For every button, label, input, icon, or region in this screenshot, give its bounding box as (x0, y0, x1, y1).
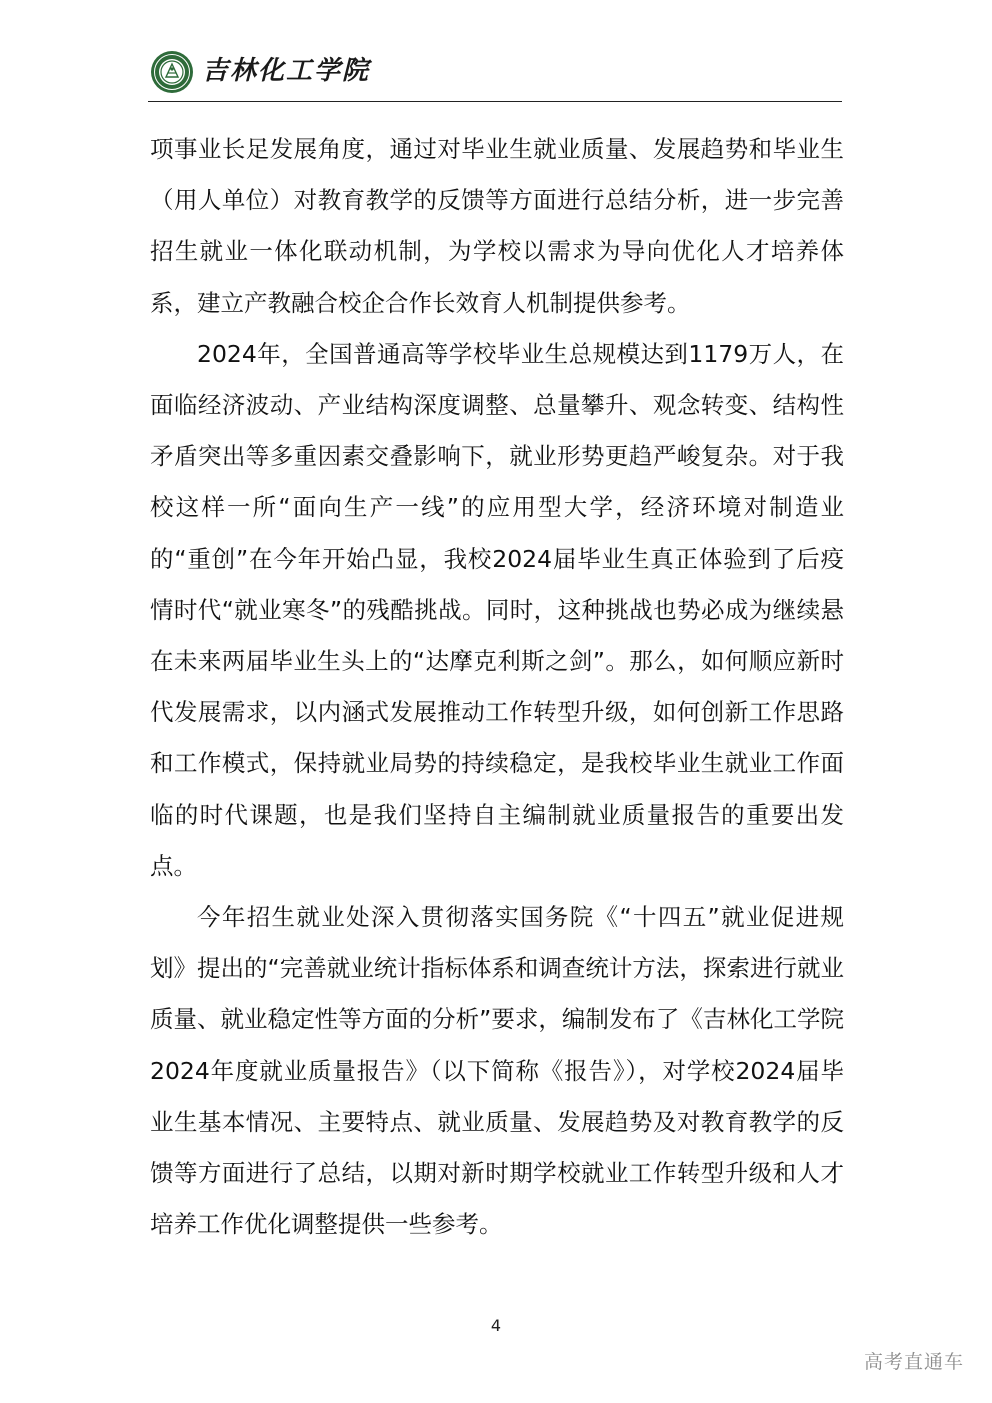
paragraph-3: 今年招生就业处深入贯彻落实国务院《“十四五”就业促进规划》提出的“完善就业统计指标体系和调查统计方法，探索进行就业质量、就业稳定性等方面的分析”要求，编制发布了《吉林化工学院2024年度就业质量报告》（以下简称《报告》），对学校2024届毕业生基本情况、主要特点、就业质量、发展趋势及对教育教学的反馈等方面进行了总结，以期对新时期学校就业工作转型升级和人才培养工作优化调整提供一些参考。 (150, 903, 844, 1239)
watermark: 高考直通车 (863, 1351, 964, 1373)
school-seal-icon (150, 50, 194, 94)
page-header (148, 46, 842, 102)
school-name-logo: 吉林化工学院 (202, 56, 371, 86)
page-number: 4 (490, 1316, 502, 1335)
document-body (150, 124, 844, 1250)
paragraph-2: 2024年，全国普通高等学校毕业生总规模达到1179万人，在面临经济波动、产业结构深度调整、总量攀升、观念转变、结构性矛盾突出等多重因素交叠影响下，就业形势更趋严峻复杂。对于我校这样一所“面向生产一线”的应用型大学，经济环境对制造业的“重创”在今年开始凸显，我校2024届毕业生真正体验到了后疫情时代“就业寒冬”的残酷挑战。同时，这种挑战也势必成为继续悬在未来两届毕业生头上的“达摩克利斯之剑”。那么，如何顺应新时代发展需求，以内涵式发展推动工作转型升级，如何创新工作思路和工作模式，保持就业局势的持续稳定，是我校毕业生就业工作面临的时代课题，也是我们坚持自主编制就业质量报告的重要出发点。 (150, 339, 844, 880)
paragraph-1: 项事业长足发展角度，通过对毕业生就业质量、发展趋势和毕业生（用人单位）对教育教学的反馈等方面进行总结分析，进一步完善招生就业一体化联动机制，为学校以需求为导向优化人才培养体系，建立产教融合校企合作长效育人机制提供参考。 (150, 135, 844, 317)
